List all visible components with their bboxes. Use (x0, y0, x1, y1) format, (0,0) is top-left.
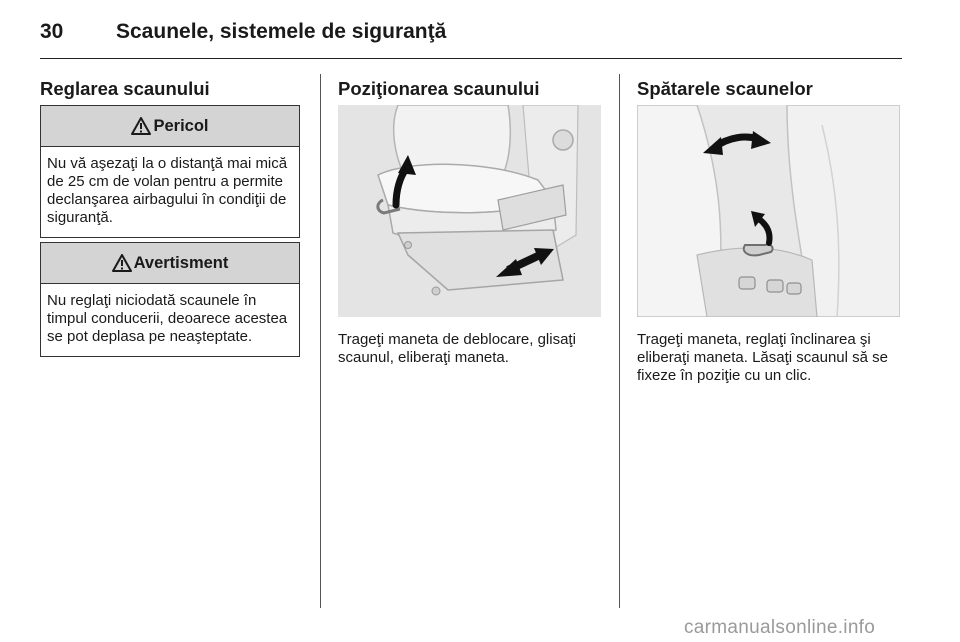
danger-box-header (41, 106, 299, 147)
warning-title: Avertisment (133, 253, 229, 272)
seat-positioning-caption: Trageţi maneta de deblocare, glisaţi scaunul, eliberaţi maneta. (338, 331, 576, 366)
column-divider (320, 74, 321, 608)
section-heading-seat-adjustment: Reglarea scaunului (40, 78, 210, 99)
seat-backrest-drawing (637, 105, 900, 317)
section-heading-seat-backrests: Spătarele scaunelor (637, 78, 813, 99)
warning-box-header (41, 243, 299, 284)
warning-triangle-icon (112, 254, 132, 272)
danger-title: Pericol (153, 116, 209, 135)
seat-positioning-illustration (338, 105, 601, 317)
section-heading-seat-positioning: Poziţionarea scaunului (338, 78, 540, 99)
seat-backrest-caption: Trageţi maneta, reglaţi înclinarea şi eliberaţi maneta. Lăsaţi scaunul să se fixeze în poziţie cu un clic. (637, 331, 888, 384)
warning-box (40, 242, 300, 357)
warning-triangle-icon (131, 117, 151, 135)
seat-backrest-illustration (637, 105, 900, 317)
danger-text: Nu vă aşezaţi la o distanţă mai mică de 25 cm de volan pentru a permite declanşarea airbagului în condiţii de siguranţă. (47, 155, 288, 226)
page-header (40, 18, 902, 59)
column-divider (619, 74, 620, 608)
warning-text: Nu reglaţi niciodată scaunele în timpul conducerii, deoarece acestea se pot deplasa pe neaşteptate. (47, 292, 288, 345)
page-number: 30 (40, 20, 64, 43)
danger-box (40, 105, 300, 238)
seat-positioning-drawing (338, 105, 601, 317)
page-title: Scaunele, sistemele de siguranţă (116, 20, 447, 43)
watermark: carmanualsonline.info (684, 617, 876, 638)
